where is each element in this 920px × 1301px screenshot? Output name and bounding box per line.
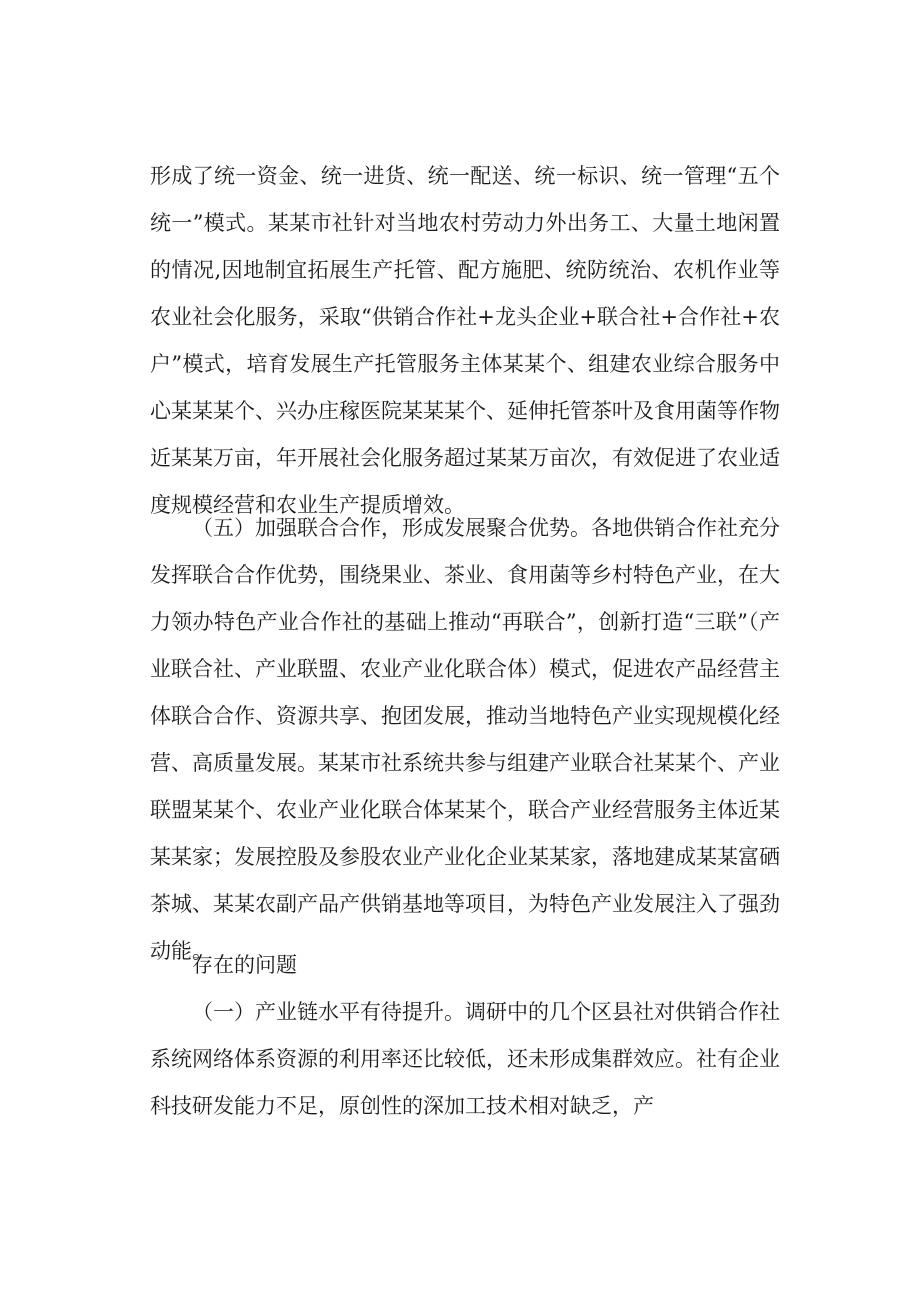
section-heading-problems: 存在的问题	[192, 953, 297, 977]
paragraph-joint-cooperation: （五）加强联合合作，形成发展聚合优势。各地供销合作社充分发挥联合合作优势，围绕果业、茶业、食用菌等乡村特色产业，在大力领办特色产业合作社的基础上推动“再联合”，创新打造“三联”（产业联合社、产业联盟、农业产业化联合体）模式，促进农产品经营主体联合合作、资源共享、抱团发展，推动当地特色产业实现规模化经营、高质量发展。某某市社系统共参与组建产业联合社某某个、产业联盟某某个、农业产业化联合体某某个，联合产业经营服务主体近某某某家；发展控股及参股农业产业化企业某某家，落地建成某某富硒茶城、某某农副产品产供销基地等项目，为特色产业发展注入了强劲动能。	[150, 516, 780, 963]
paragraph-industry-chain: （一）产业链水平有待提升。调研中的几个区县社对供销合作社系统网络体系资源的利用率还比较低，还未形成集群效应。社有企业科技研发能力不足，原创性的深加工技术相对缺乏，产	[150, 1000, 780, 1118]
paragraph-cooperative-services: 形成了统一资金、统一进货、统一配送、统一标识、统一管理“五个统一”模式。某某市社针对当地农村劳动力外出务工、大量土地闲置的情况,因地制宜拓展生产托管、配方施肥、统防统治、农机作业等农业社会化服务，采取“供销合作社+龙头企业+联合社+合作社+农户”模式，培育发展生产托管服务主体某某个、组建农业综合服务中心某某某个、兴办庄稼医院某某某个、延伸托管茶叶及食用菌等作物近某某万亩，年开展社会化服务超过某某万亩次，有效促进了农业适度规模经营和农业生产提质增效。	[150, 164, 780, 517]
